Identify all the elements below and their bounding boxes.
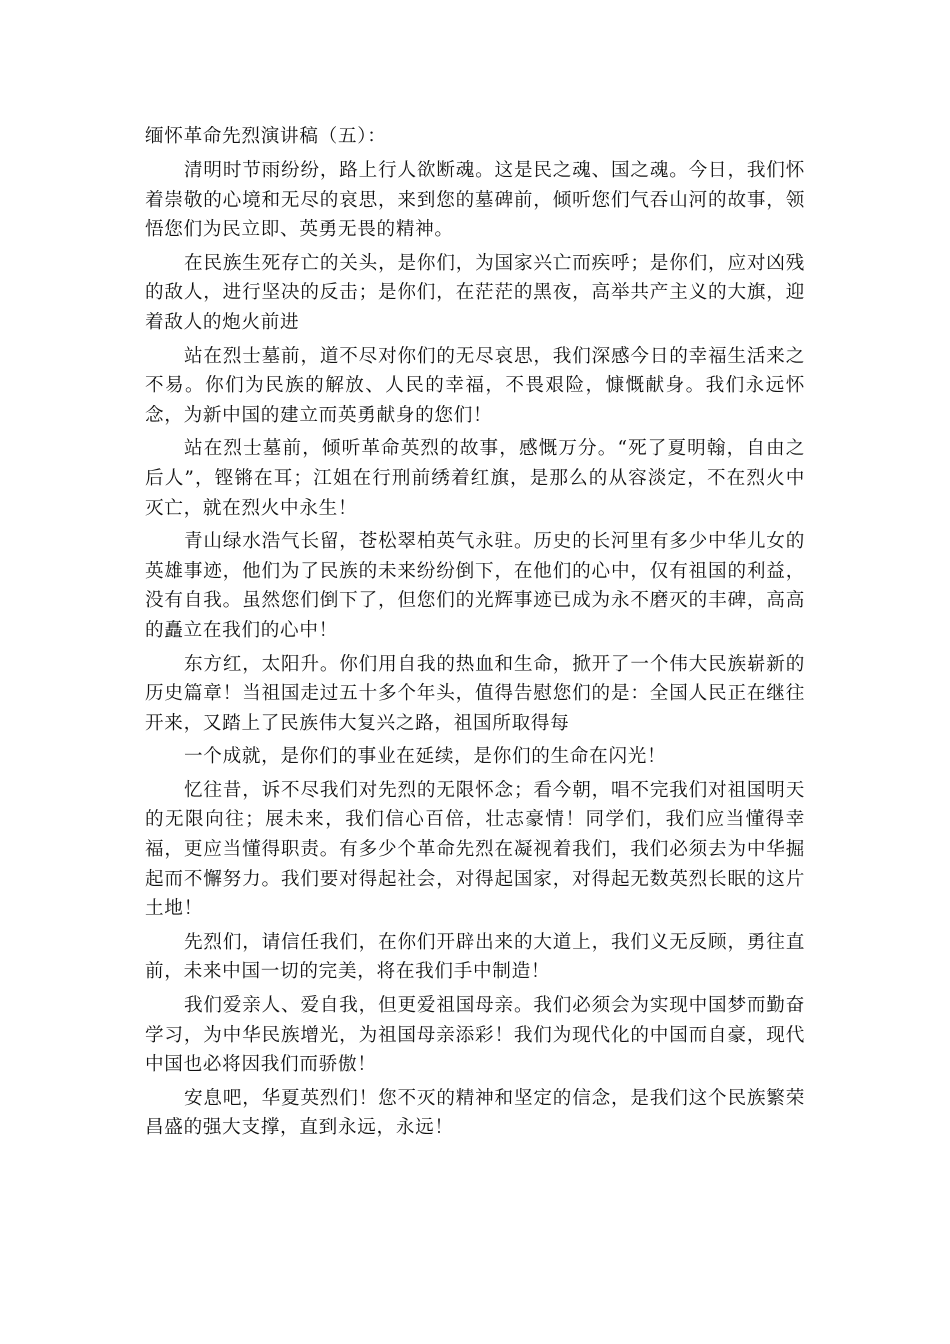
paragraph: 清明时节雨纷纷，路上行人欲断魂。这是民之魂、国之魂。今日，我们怀着崇敬的心境和无尽的哀思，来到您的墓碑前，倾听您们气吞山河的故事，领悟您们为民立即、英勇无畏的精神。 <box>145 160 805 241</box>
paragraph: 一个成就，是你们的事业在延续，是你们的生命在闪光！ <box>184 746 667 768</box>
paragraph: 在民族生死存亡的关头，是你们，为国家兴亡而疾呼；是你们，应对凶残的敌人，进行坚决的反击；是你们，在茫茫的黑夜，高举共产主义的大旗，迎着敌人的炮火前进 <box>145 252 805 333</box>
paragraph: 安息吧，华夏英烈们！您不灭的精神和坚定的信念，是我们这个民族繁荣昌盛的强大支撑，直到永远，永远！ <box>145 1087 805 1139</box>
paragraph: 忆往昔，诉不尽我们对先烈的无限怀念；看今朝，唱不完我们对祖国明天的无限向往；展未来，我们信心百倍，壮志豪情！同学们，我们应当懂得幸福，更应当懂得职责。有多少个革命先烈在凝视着我们，我们必须去为中华掘起而不懈努力。我们要对得起社会，对得起国家，对得起无数英烈长眠的这片土地！ <box>145 779 805 920</box>
document-body <box>145 122 805 1143</box>
paragraph: 站在烈士墓前，倾听革命英烈的故事，感慨万分。“死了夏明翰，自由之后人”，铿锵在耳；江姐在行刑前绣着红旗，是那么的从容淡定，不在烈火中灭亡，就在烈火中永生！ <box>145 438 805 519</box>
paragraph: 先烈们，请信任我们，在你们开辟出来的大道上，我们义无反顾，勇往直前，未来中国一切的完美，将在我们手中制造！ <box>145 931 805 983</box>
paragraph: 我们爱亲人、爱自我，但更爱祖国母亲。我们必须会为实现中国梦而勤奋学习，为中华民族增光，为祖国母亲添彩！我们为现代化的中国而自豪，现代中国也必将因我们而骄傲！ <box>145 995 805 1076</box>
document-title: 缅怀革命先烈演讲稿（五）： <box>145 126 387 147</box>
paragraph: 青山绿水浩气长留，苍松翠柏英气永驻。历史的长河里有多少中华儿女的英雄事迹，他们为了民族的未来纷纷倒下，在他们的心中，仅有祖国的利益，没有自我。虽然您们倒下了，但您们的光辉事迹已成为永不磨灭的丰碑，高高的矗立在我们的心中！ <box>145 531 805 641</box>
paragraph: 站在烈士墓前，道不尽对你们的无尽哀思，我们深感今日的幸福生活来之不易。你们为民族的解放、人民的幸福，不畏艰险，慷慨献身。我们永远怀念，为新中国的建立而英勇献身的您们！ <box>145 345 805 426</box>
paragraph: 东方红，太阳升。你们用自我的热血和生命，掀开了一个伟大民族崭新的历史篇章！当祖国走过五十多个年头，值得告慰您们的是：全国人民正在继往开来，又踏上了民族伟大复兴之路，祖国所取得每 <box>145 653 805 734</box>
